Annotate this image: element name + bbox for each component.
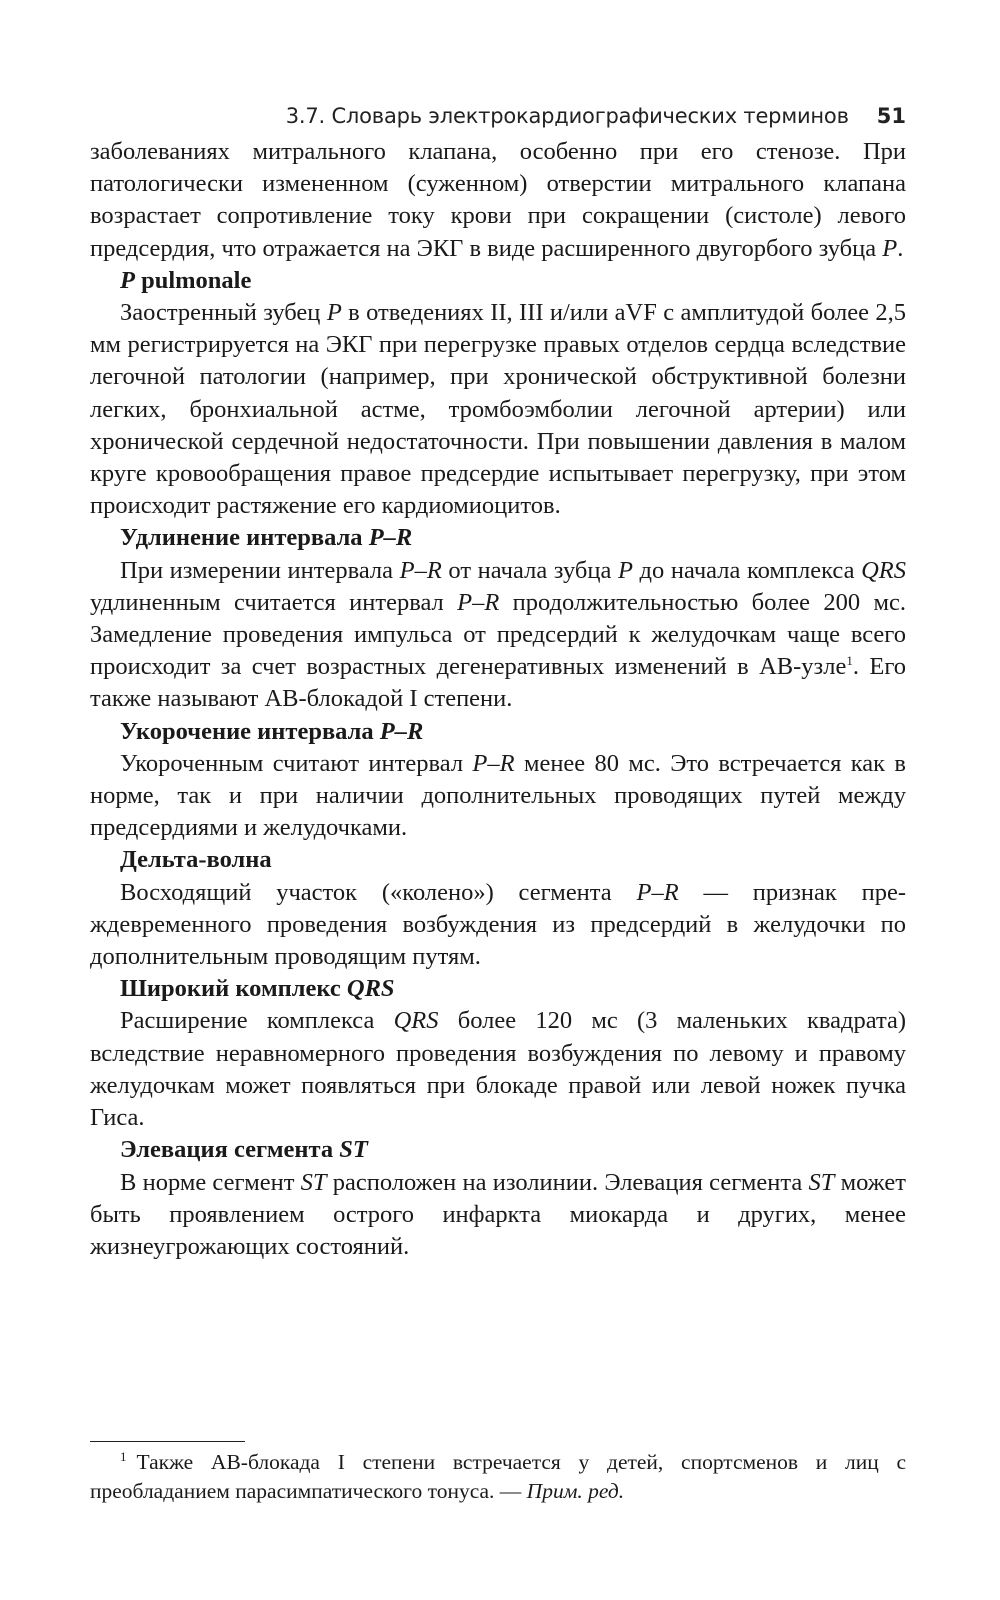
definition-text: в отведениях II, III и/или aVF с амплитудой более 2,5 мм регистрируется на ЭКГ при перегрузке правых отделов сердца вследствие легочной патологии (например, при хронической обструктивной болезни легких, бронхиальной астме, тромбоэмболии легочной артерии) или хронической сердечной недостаточности. При повышении давления в малом круге кровообращения правое предсердие испытывает перегрузку, при этом происходит растяжение его кардиомиоцитов. [90,299,906,520]
definition-pr-shortening [90,748,906,845]
footnote [90,1448,906,1506]
definition-wide-qrs [90,1005,906,1134]
italic-symbol: ST [808,1168,835,1196]
italic-symbol: ST [339,1136,368,1164]
definition-text: до начала комплекса [632,556,862,584]
definition-text: от начала зубца [441,556,618,584]
definition-st-elevation [90,1167,906,1264]
italic-symbol: P–R [399,556,442,584]
italic-symbol: P [120,266,135,294]
page [90,96,906,1263]
definition-text: Расширение комплекса [120,1007,394,1035]
term-text: Дельта-волна [120,846,272,874]
definition-text: . Его также называют АВ-блокадой I степени. [90,653,907,713]
definition-text: менее 80 мс. Это встречается как в норме, так и при наличии дополнительных проводящих путей между предсердиями и желудочками. [90,749,906,842]
term-heading-delta-wave [90,844,906,876]
term-heading-pr-shortening [90,716,906,748]
term-text: pulmonale [134,266,252,294]
definition-text: продолжительностью более 200 мс. Замедление проведения импульса от предсердий к желудочкам чаще всего происходит за счет возрастных дегенеративных изменений в АВ-узле [90,588,906,681]
definition-text: удлиненным считается интервал [90,588,458,616]
italic-symbol: P [617,556,633,584]
definition-text: может быть проявлением острого инфаркта миокарда и других, менее жизнеугрожающих состояний. [90,1168,906,1260]
footnote-divider [90,1441,245,1442]
definition-text: При измерении интервала [120,556,400,584]
definition-text: В норме сегмент [120,1168,301,1196]
italic-symbol: ST [300,1168,327,1196]
italic-symbol: QRS [393,1007,439,1035]
italic-symbol: QRS [861,556,906,584]
term-text: Удлинение интервала [120,524,369,552]
footnote-text: Также АВ-блокада I степени встречается у детей, спортсменов и лиц с преобладанием парасимпатического тонуса. — [90,1450,906,1503]
paragraph-text: заболеваниях митрального клапана, особенно при его стенозе. При патологически измененном (суженном) отверстии митрального клапана возрастает сопротивление току крови при сокращении (систоле) левого предсердия, что отражается на ЭКГ в виде расширенного двугорбого зубца [90,138,906,262]
paragraph-intro [90,136,906,265]
term-heading-st-elevation [90,1134,906,1166]
term-text: Широкий комплекс [120,975,347,1003]
italic-symbol: P [882,234,898,262]
definition-text: Укороченным считают интервал [120,749,473,777]
term-text: Элевация сегмента [120,1136,340,1164]
body-text [90,136,906,1263]
footnote-editor-note: Прим. ред. [526,1479,625,1503]
italic-symbol: P–R [457,588,500,616]
definition-delta-wave [90,877,906,974]
definition-p-pulmonale [90,297,906,522]
italic-symbol: P–R [368,524,413,552]
definition-pr-prolongation [90,555,906,716]
running-head [90,96,906,136]
italic-symbol: P [326,299,342,327]
definition-text: более 120 мс (3 маленьких квадрата) вследствие неравномерного проведения возбуждения по левому и правому желудочкам может появляться при блокаде правой или левой ножек пучка Гиса. [90,1007,906,1132]
page-number: 51 [876,104,906,128]
italic-symbol: P–R [472,749,515,777]
footnote-reference[interactable]: 1 [846,653,853,669]
italic-symbol: QRS [346,975,395,1003]
term-heading-p-pulmonale [90,265,906,297]
term-heading-wide-qrs [90,973,906,1005]
paragraph-text: . [897,234,904,262]
footnote-marker: 1 [120,1448,127,1464]
definition-text: — признак преждевременного проведения возбуждения из предсердий в желудочки по дополнительным проводящим путям. [90,878,906,971]
term-text: Укорочение интервала [120,717,380,745]
italic-symbol: P–R [636,878,679,906]
definition-text: расположен на изолинии. Элевация сегмента [326,1168,809,1196]
term-heading-pr-prolongation [90,522,906,554]
definition-text: Заостренный зубец [120,299,327,327]
italic-symbol: P–R [379,717,424,745]
running-head-title: 3.7. Словарь электрокардиографических терминов [285,104,849,128]
definition-text: Восходящий участок («колено») сегмента [120,878,637,906]
